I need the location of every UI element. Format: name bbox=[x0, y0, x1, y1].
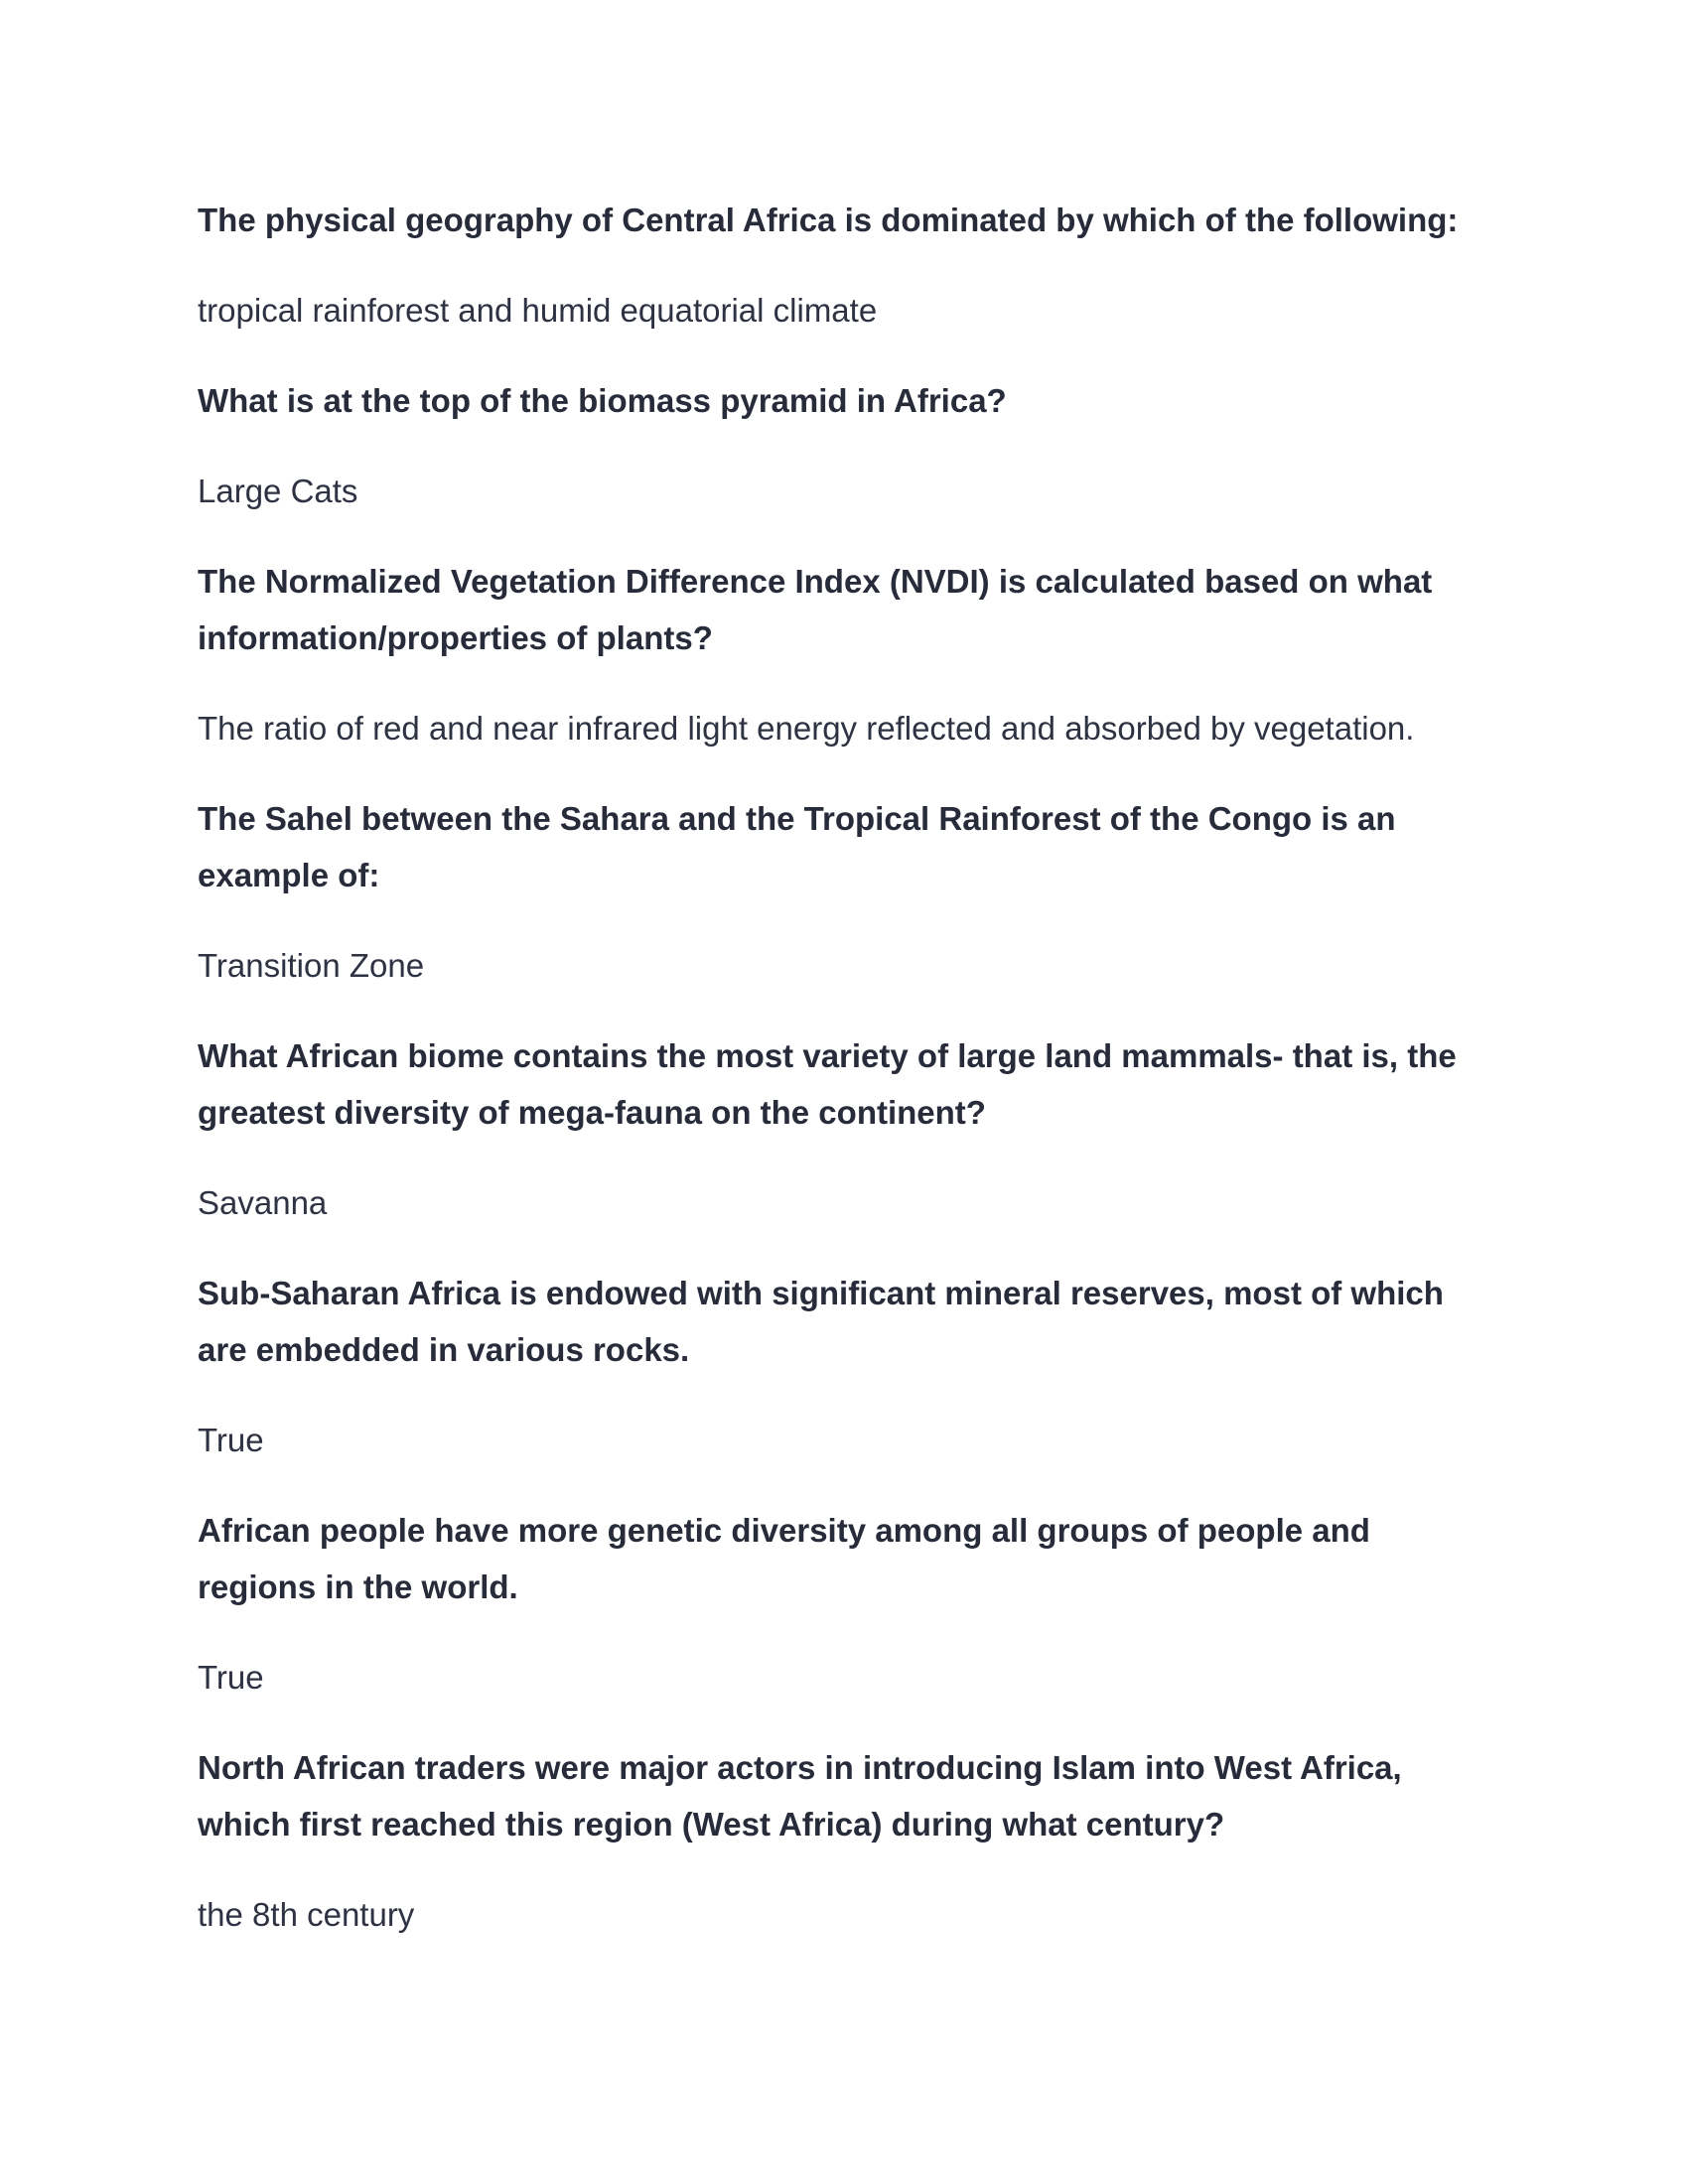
answer-text: Transition Zone bbox=[198, 947, 425, 984]
question-text: North African traders were major actors in introducing Islam into West Africa, which first reached this region (West Africa) during what century? bbox=[198, 1749, 1402, 1843]
answer-text: tropical rainforest and humid equatorial climate bbox=[198, 292, 878, 329]
answer-text: True bbox=[198, 1422, 264, 1458]
answer-text: the 8th century bbox=[198, 1896, 415, 1933]
qa-item-1 bbox=[198, 192, 1488, 339]
question-text: What is at the top of the biomass pyramid in Africa? bbox=[198, 382, 1007, 419]
question-text: What African biome contains the most variety of large land mammals- that is, the greatest diversity of mega-fauna on the continent? bbox=[198, 1037, 1457, 1131]
document-page bbox=[198, 192, 1488, 1977]
qa-item-3 bbox=[198, 553, 1488, 756]
qa-item-6 bbox=[198, 1265, 1488, 1468]
answer-text: True bbox=[198, 1659, 264, 1696]
question-text: The Sahel between the Sahara and the Tropical Rainforest of the Congo is an example of: bbox=[198, 800, 1396, 893]
qa-item-4 bbox=[198, 790, 1488, 994]
question-text: The physical geography of Central Africa is dominated by which of the following: bbox=[198, 202, 1459, 238]
qa-item-5 bbox=[198, 1027, 1488, 1231]
question-text: The Normalized Vegetation Difference Index (NVDI) is calculated based on what information/properties of plants? bbox=[198, 563, 1433, 656]
question-text: African people have more genetic diversity among all groups of people and regions in the world. bbox=[198, 1512, 1370, 1605]
answer-text: Savanna bbox=[198, 1184, 328, 1221]
qa-item-8 bbox=[198, 1739, 1488, 1943]
qa-item-7 bbox=[198, 1502, 1488, 1706]
answer-text: Large Cats bbox=[198, 473, 358, 509]
question-text: Sub-Saharan Africa is endowed with significant mineral reserves, most of which are embedded in various rocks. bbox=[198, 1275, 1444, 1368]
qa-item-2 bbox=[198, 372, 1488, 519]
answer-text: The ratio of red and near infrared light energy reflected and absorbed by vegetation. bbox=[198, 710, 1415, 747]
